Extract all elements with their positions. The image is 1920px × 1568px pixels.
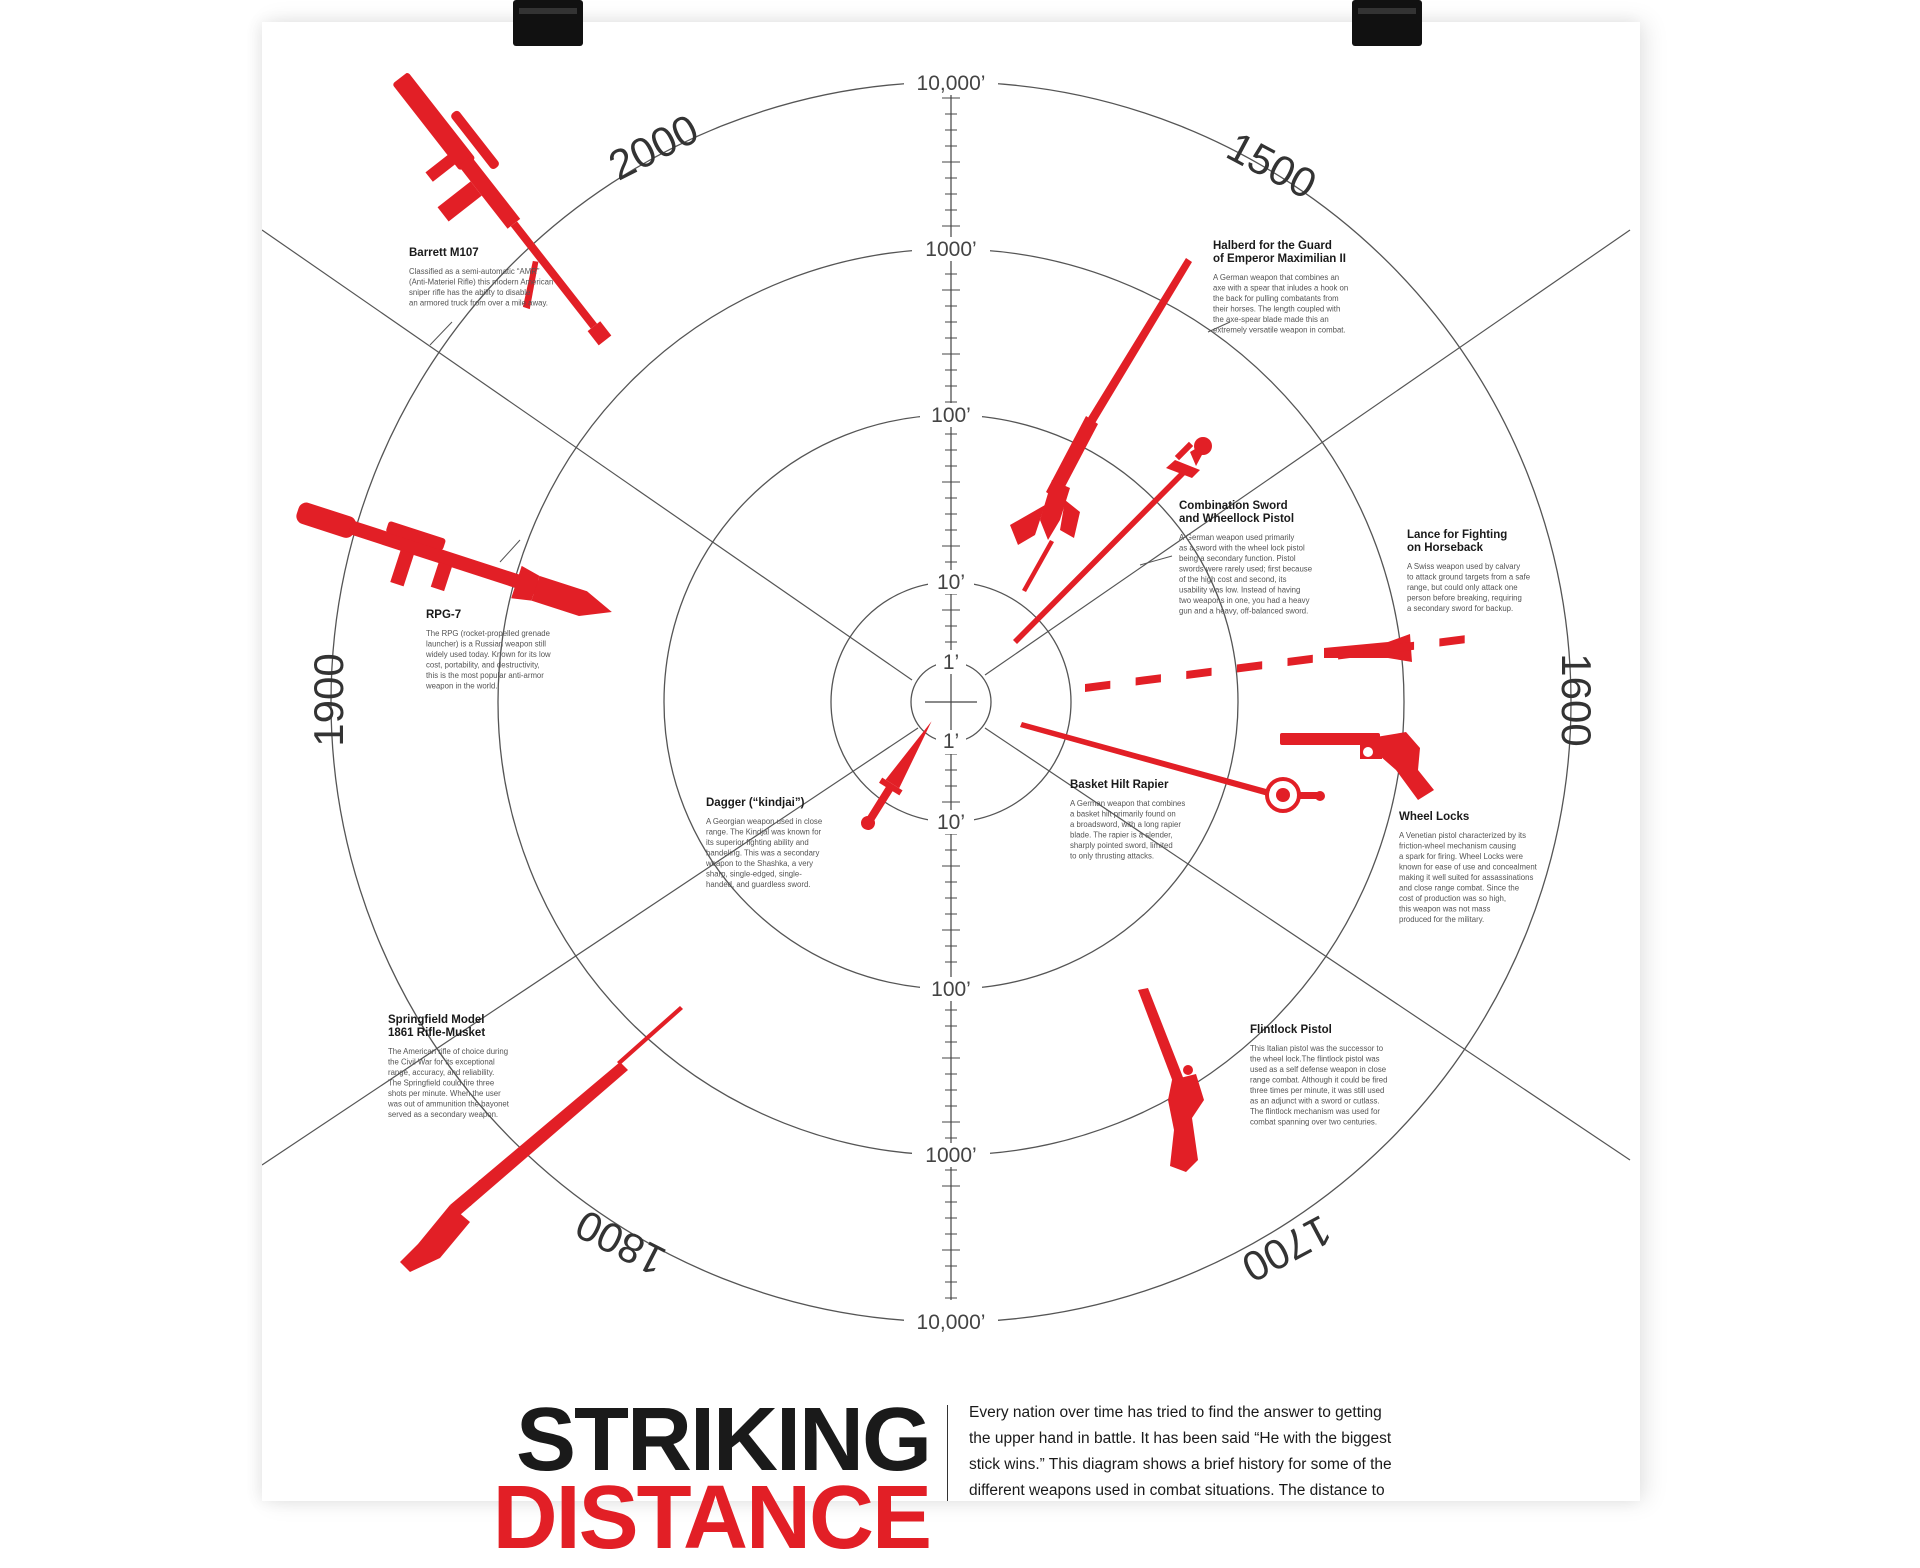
callout-text: a basket hilt primarily found on — [1070, 809, 1176, 819]
callout-lance — [1407, 529, 1530, 613]
callout-text: sharp, single-edged, single- — [706, 869, 802, 879]
callout-text: range, but could only attack one — [1407, 583, 1518, 592]
callout-text: weapon to the Shashka, a very — [706, 859, 814, 868]
callout-text: widely used today. Known for its low — [426, 650, 551, 659]
callout-text: its superior fighting ability and — [706, 838, 809, 847]
wheel-lock-pistol-icon — [1280, 732, 1434, 800]
callout-text: extremely versatile weapon in combat. — [1213, 325, 1346, 335]
callout-leader-lines — [430, 322, 1230, 565]
callout-text: the wheel lock.The flintlock pistol was — [1250, 1054, 1380, 1064]
callout-text: sniper rifle has the ability to disable — [409, 288, 531, 297]
poster-title — [492, 1390, 930, 1568]
callout-text: (Anti-Materiel Rifle) this modern American — [409, 277, 554, 287]
lance-stripe — [1136, 674, 1161, 685]
title-divider — [947, 1405, 948, 1501]
callout-title: on Horseback — [1407, 542, 1484, 554]
callout-title: 1861 Rifle-Musket — [388, 1027, 486, 1039]
rapier-icon — [1020, 722, 1325, 811]
callout-title: and Wheellock Pistol — [1179, 513, 1295, 525]
callout-text: range. The Kindjal was known for — [706, 827, 822, 837]
callout-title: Combination Sword — [1179, 500, 1288, 512]
callout-text: The RPG (rocket-propelled grenade — [426, 629, 550, 638]
callout-title: of Emperor Maximilian II — [1213, 253, 1346, 265]
callout-text: a broadsword, with a long rapier — [1070, 820, 1181, 829]
callout-text: this weapon was not mass — [1399, 904, 1491, 914]
callout-text: produced for the military. — [1399, 915, 1485, 924]
callout-rapier — [1070, 779, 1185, 861]
callout-text: handed, and guardless sword. — [706, 880, 811, 889]
axis-label-bottom-100: 100’ — [931, 978, 971, 1001]
distance-axis — [904, 70, 998, 1334]
axis-label-top-100: 100’ — [931, 404, 971, 427]
callout-text: Classified as a semi-automatic “AMR” — [409, 267, 540, 276]
axis-label-bottom-10000: 10,000’ — [916, 1311, 986, 1334]
callout-text: gun and a heavy, off-balanced sword. — [1179, 606, 1309, 616]
axis-label-top-10000: 10,000’ — [916, 72, 986, 95]
callout-text: the axe-spear blade made this an — [1213, 315, 1329, 324]
callout-text: making it well suited for assassinations — [1399, 873, 1534, 882]
callout-text: weapon in the world. — [426, 681, 498, 691]
callout-text: The flintlock mechanism was used for — [1250, 1107, 1381, 1116]
callout-text: used as a self defense weapon in close — [1250, 1065, 1387, 1074]
callout-title: Halberd for the Guard — [1213, 240, 1332, 252]
axis-label-bottom-10: 10’ — [936, 811, 966, 834]
callout-text: this is the most popular anti-armor — [426, 671, 544, 680]
callout-text: launcher) is a Russian weapon still — [426, 639, 547, 649]
callout-text: and close range combat. Since the — [1399, 883, 1520, 893]
callout-text: cost of production was so high, — [1399, 894, 1507, 903]
year-2000: 2000 — [601, 104, 706, 190]
callout-text: The American rifle of choice during — [388, 1047, 509, 1056]
callout-text: a spark for firing. Wheel Locks were — [1399, 852, 1523, 861]
callout-title: Springfield Model — [388, 1014, 485, 1026]
callout-springfield — [387, 1014, 510, 1119]
callout-text: two weapons in one, you had a heavy — [1179, 596, 1310, 605]
leader-barrett — [430, 322, 452, 345]
callout-text: swords were rarely used; first because — [1179, 564, 1313, 574]
axis-label-bottom-1000: 1000’ — [925, 1144, 977, 1167]
sniper-rifle-icon — [361, 62, 626, 371]
callout-title: RPG-7 — [426, 609, 462, 621]
callout-text: combat spanning over two centuries. — [1250, 1117, 1377, 1127]
callout-text: This Italian pistol was the successor to — [1250, 1044, 1384, 1053]
callout-title: Flintlock Pistol — [1250, 1024, 1332, 1036]
callout-text: the Civil War for its exceptional — [388, 1057, 495, 1067]
callout-text: a secondary sword for backup. — [1407, 604, 1514, 613]
callout-text: was out of ammunition the bayonet — [388, 1099, 509, 1109]
callout-text: A Georgian weapon used in close — [706, 817, 823, 826]
lance-stripe — [1186, 668, 1211, 679]
callout-title: Wheel Locks — [1399, 811, 1470, 823]
halberd-icon — [1010, 258, 1192, 592]
intro-paragraph: Every nation over time has tried to find the answer to getting the upper hand in battle. It has been said “He with the biggest stick wins.” This diagram shows a brief history for some of the different weapons used in combat situations. The distance to — [969, 1404, 1392, 1499]
callout-barrett — [409, 247, 553, 308]
callout-text: The Springfield could fire three — [388, 1078, 495, 1088]
callout-text: cost, portability, and destructivity, — [426, 660, 540, 670]
callout-text: served as a secondary weapon. — [388, 1110, 499, 1119]
callout-dagger — [705, 797, 822, 889]
title-line-1: STRIKING — [515, 1390, 930, 1490]
callout-title: Dagger (“kindjai”) — [706, 797, 805, 809]
callout-text: A Swiss weapon used by calvary — [1407, 562, 1521, 571]
callout-text: range, accuracy, and reliability. — [388, 1068, 495, 1077]
leader-rpg — [500, 540, 520, 562]
axis-label-top-1000: 1000’ — [925, 238, 977, 261]
callout-text: usability was low. Instead of having — [1179, 585, 1301, 595]
axis-label-bottom-1: 1’ — [942, 730, 960, 753]
callout-text: A German weapon that combines — [1070, 799, 1186, 808]
callout-text: to attack ground targets from a safe — [1407, 572, 1531, 582]
lance-stripe — [1439, 635, 1464, 646]
flintlock-pistol-icon — [1138, 988, 1204, 1172]
year-1700: 1700 — [1234, 1206, 1340, 1292]
lance-stripe — [1237, 661, 1262, 672]
callout-flintlock — [1250, 1024, 1387, 1127]
callout-text: axe with a spear that inludes a hook on — [1213, 283, 1349, 293]
callout-title: Basket Hilt Rapier — [1070, 779, 1169, 791]
callout-text: as an adjunct with a sword or cutlass. — [1250, 1096, 1380, 1106]
callout-text: range combat. Although it could be fired — [1250, 1075, 1388, 1085]
callout-text: the back for pulling combatants from — [1213, 294, 1339, 303]
lance-icon — [1085, 634, 1465, 692]
axis-label-top-10: 10’ — [936, 571, 966, 594]
callout-text: A Venetian pistol characterized by its — [1399, 831, 1526, 840]
callout-text: of the high cost and second, its — [1179, 575, 1287, 584]
callout-title: Lance for Fighting — [1407, 529, 1508, 541]
callout-text: person before breaking, requiring — [1407, 593, 1522, 603]
callout-combo — [1179, 500, 1312, 616]
callout-rpg — [425, 609, 551, 691]
lance-stripe — [1288, 655, 1313, 666]
callout-text: sharply pointed sword, limited — [1070, 841, 1173, 850]
callout-text: handeling. This was a secondary — [706, 848, 820, 858]
callout-text: their horses. The length coupled with — [1213, 304, 1341, 314]
callout-text: friction-wheel mechanism causing — [1399, 841, 1517, 851]
callout-text: being a secondary function. Pistol — [1179, 554, 1296, 563]
callout-text: known for ease of use and concealment — [1399, 862, 1537, 872]
callout-text: A German weapon used primarily — [1179, 533, 1295, 542]
callout-text: as a sword with the wheel lock pistol — [1179, 543, 1305, 553]
callout-text: blade. The rapier is a slender, — [1070, 830, 1173, 840]
callout-wheel — [1399, 811, 1538, 924]
year-1900: 1900 — [305, 653, 352, 747]
callout-text: an armored truck from over a mile away. — [409, 298, 548, 308]
axis-label-top-1: 1’ — [942, 651, 960, 674]
year-1500: 1500 — [1219, 122, 1325, 208]
callout-text: three times per minute, it was still used — [1250, 1086, 1385, 1095]
callout-halberd — [1213, 240, 1348, 335]
year-1600: 1600 — [1553, 653, 1600, 747]
callout-text: shots per minute. When the user — [388, 1089, 501, 1098]
callout-title: Barrett M107 — [409, 247, 479, 259]
title-line-2: DISTANCE — [492, 1468, 930, 1568]
lance-stripe — [1085, 681, 1110, 692]
callout-text: to only thrusting attacks. — [1070, 851, 1155, 861]
callout-text: A German weapon that combines an — [1213, 273, 1340, 282]
year-1800: 1800 — [568, 1200, 673, 1286]
